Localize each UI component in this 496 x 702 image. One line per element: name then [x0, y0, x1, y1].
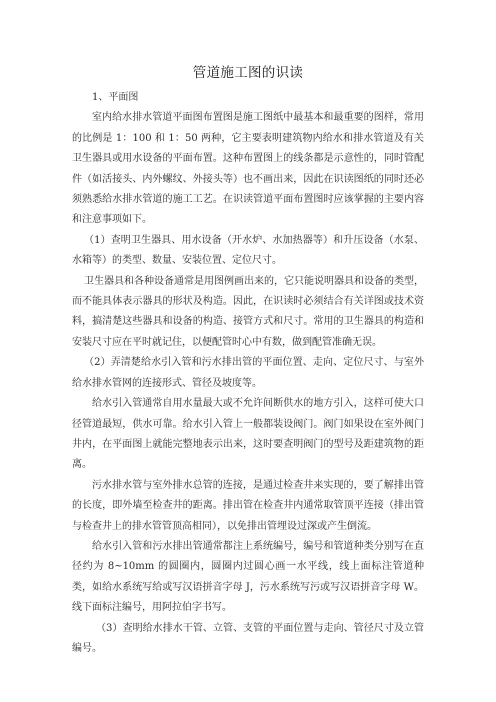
document-title: 管道施工图的识读 [192, 65, 304, 81]
paragraph: （2）弄清楚给水引入管和污水排出管的平面位置、走向、定位尺寸、与室外给水排水管网的连接形式、管径及坡度等。 [72, 357, 424, 389]
paragraph: 室内给水排水管道平面图布置图是施工图纸中最基本和最重要的图样，常用的比例是 1：100 和 1：50 两种，它主要表明建筑物内给水和排水管道及有关卫生器具或用水设备的平面布置。这种布置图上的线条都是示意性的，同时管配件（如活接头、内外螺纹、外接头等）也不画出来，因此在识读图纸的同时还必须熟悉给水排水管道的施工工艺。在识读管道平面布置图时应该掌握的主要内容和注意事项如下。 [72, 112, 424, 226]
paragraph: （3）查明给水排水干管、立管、支管的平面位置与走向、管径尺寸及立管编号。 [72, 622, 424, 654]
paragraph: 给水引入管和污水排出管通常都注上系统编号，编号和管道种类分别写在直径约为 8~10mm 的圆圈内，圆圈内过圆心画一水平线，线上面标注管道种类，如给水系统写给或写汉语拼音字母 J，污水系统写污或写汉语拼音字母 W。线下面标注编号，用阿拉伯字书写。 [72, 540, 424, 614]
paragraph: （1）查明卫生器具、用水设备（开水炉、水加热器等）和升压设备（水泵、水箱等）的类型、数量、安装位置、定位尺寸。 [72, 234, 424, 267]
paragraph: 卫生器具和各种设备通常是用图例画出来的，它只能说明器具和设备的类型，而不能具体表示器具的形状及构造。因此，在识读时必须结合有关详图或技术资料，搞清楚这些器具和设备的构造、接管方式和尺寸。常用的卫生器具的构造和安装尺寸应在平时就记住，以便配管时心中有数，做到配管准确无误。 [72, 275, 424, 348]
document-body [72, 88, 424, 659]
paragraph: 污水排水管与室外排水总管的连接，是通过检查井来实现的，要了解排出管的长度，即外墙至检查井的距离。排出管在检查井内通常取管顶平连接（排出管与检查井上的排水管管顶高相同），以免排出管埋设过深或产生倒流。 [72, 479, 424, 532]
section-heading: 1、平面图 [92, 92, 139, 103]
paragraph: 给水引入管通常自用水量最大或不允许间断供水的地方引入，这样可使大口径管道最短，供水可靠。给水引入管上一般都装设阀门。阀门如果设在室外阀门井内，在平面图上就能完整地表示出来，这时要查明阀门的型号及距建筑物的距离。 [72, 398, 424, 471]
